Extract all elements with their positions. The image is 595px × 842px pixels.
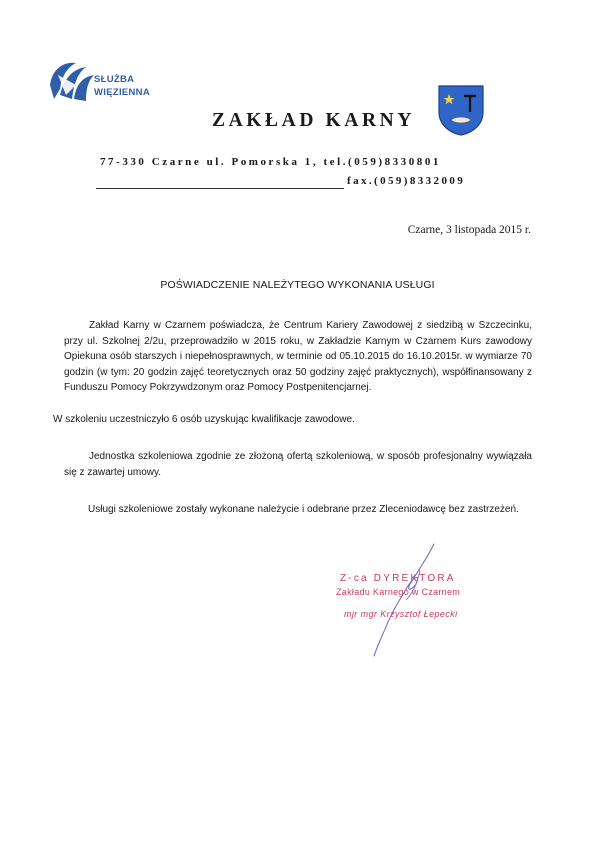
fax-line: fax.(059)8332009 <box>347 175 466 187</box>
paragraph-2: Jednostka szkoleniowa zgodnie ze złożoną ofertą szkoleniową, w sposób profesjonalny wywiązała się z zawartej umowy. <box>64 451 532 478</box>
header-divider <box>96 188 344 189</box>
paragraph-1b: W szkoleniu uczestniczyło 6 osób uzyskując kwalifikacje zawodowe. <box>53 414 355 425</box>
stamp-signatory: mjr mgr Krzysztof Łepecki <box>344 609 458 619</box>
stamp-institution: Zakładu Karnego w Czarnem <box>336 587 461 597</box>
paragraph-1: Zakład Karny w Czarnem poświadcza, że Centrum Kariery Zawodowej z siedzibą w Szczecinku, przy ul. Szkolnej 2/2u, przeprowadziło w 2015 roku, w Zakładzie Karnym w Czarnem Kurs zawodowy Opiekuna osób starszych i niepełnosprawnych, w terminie od 05.10.2015 do 16.10.2015r. w wymiarze 70 godzin (w tym: 20 godzin zajęć teoretycznych oraz 50 godziny zajęć praktycznych), współfinansowany z Funduszu Pomocy Pokrzywdzonym oraz Pomocy Postpenitencjarnej. <box>64 320 532 394</box>
stamp-title: Z-ca DYREKTORA <box>340 573 456 584</box>
document-date: Czarne, 3 listopada 2015 r. <box>407 224 531 236</box>
logo-text-line1: SŁUŻBA <box>94 74 135 85</box>
coat-of-arms-icon <box>437 84 485 136</box>
handwritten-signature-icon <box>360 540 450 670</box>
sluzba-wiezienna-logo-icon <box>46 55 100 105</box>
address-line: 77-330 Czarne ul. Pomorska 1, tel.(059)8330801 <box>100 156 441 168</box>
paragraph-3: Usługi szkoleniowe zostały wykonane należycie i odebrane przez Zleceniodawcę bez zastrzeżeń. <box>88 504 519 515</box>
logo-text-line2: WIĘZIENNA <box>94 87 151 98</box>
institution-title: ZAKŁAD KARNY <box>212 110 415 131</box>
document-heading: POŚWIADCZENIE NALEŻYTEGO WYKONANIA USŁUGI <box>160 279 435 291</box>
